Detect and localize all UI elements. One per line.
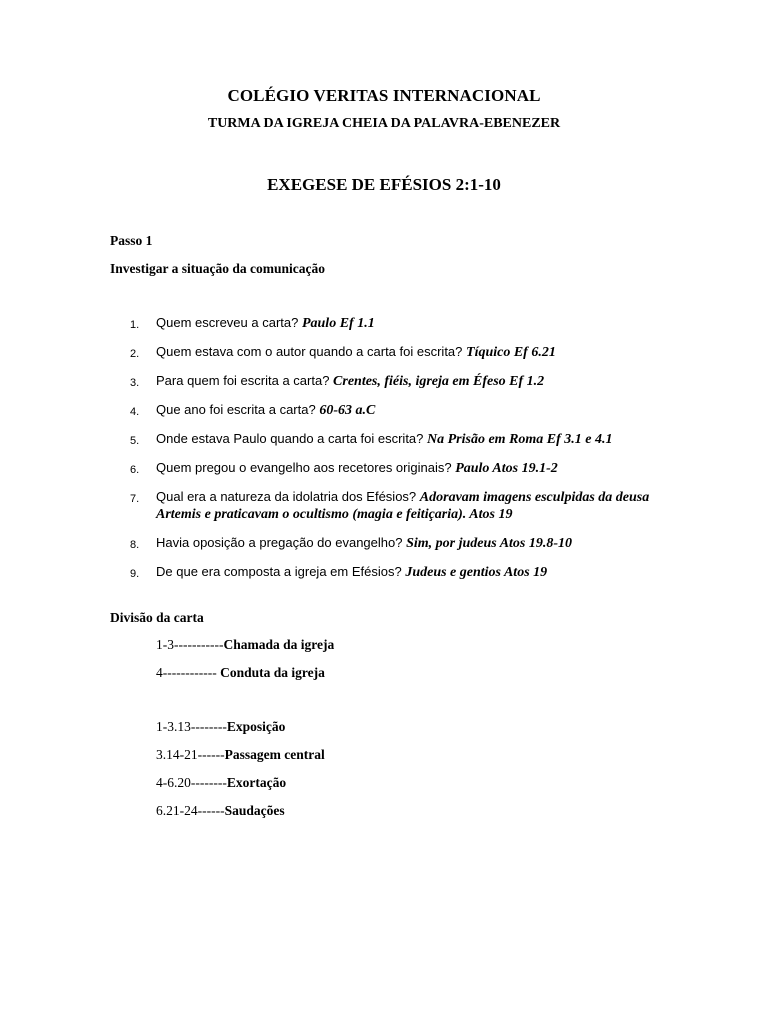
- division-list-main: [156, 637, 656, 693]
- school-name: COLÉGIO VERITAS INTERNACIONAL: [227, 86, 541, 105]
- question-text: Para quem foi escrita a carta?: [156, 373, 334, 388]
- question-number: 9.: [130, 568, 140, 580]
- division-ref: 3.14-21------: [156, 747, 225, 762]
- question-text: Quem escreveu a carta?: [156, 315, 302, 330]
- answer-text: Paulo Ef 1.1: [301, 316, 375, 331]
- answer-text: Paulo Atos 19.1-2: [455, 461, 558, 476]
- division-label: Exposição: [226, 719, 286, 734]
- question-text: Havia oposição a pregação do evangelho?: [156, 535, 407, 550]
- question-item: [110, 315, 670, 332]
- division-row: [156, 747, 656, 775]
- question-number: 3.: [130, 377, 140, 389]
- questions-list: [110, 315, 670, 593]
- question-item: [110, 402, 670, 419]
- question-text: Onde estava Paulo quando a carta foi escrita?: [156, 431, 428, 446]
- division-label: Chamada da igreja: [223, 637, 335, 652]
- question-item: [110, 535, 670, 552]
- division-row: [156, 637, 656, 665]
- answer-text: Judeus e gentios Atos 19: [405, 565, 548, 580]
- question-item: [110, 344, 670, 361]
- division-row: [156, 775, 656, 803]
- division-label: Exortação: [226, 775, 287, 790]
- answer-text: 60-63 a.C: [319, 403, 376, 418]
- question-number: 2.: [130, 348, 140, 360]
- question-text: Que ano foi escrita a carta?: [156, 402, 320, 417]
- question-text: Quem estava com o autor quando a carta foi escrita?: [156, 344, 467, 359]
- question-text: Quem pregou o evangelho aos recetores originais?: [156, 460, 456, 475]
- division-list-detailed: [156, 719, 656, 831]
- division-title: Divisão da carta: [110, 610, 204, 625]
- question-item: [110, 564, 670, 581]
- question-number: 1.: [130, 319, 140, 331]
- division-label: Conduta da igreja: [220, 665, 325, 680]
- question-item: [110, 460, 670, 477]
- division-ref: 1-3.13--------: [156, 719, 227, 734]
- question-text: Qual era a natureza da idolatria dos Efésios?: [156, 489, 420, 504]
- division-ref: 4------------: [156, 665, 221, 680]
- answer-text: Tíquico Ef 6.21: [466, 345, 556, 360]
- question-number: 4.: [130, 406, 140, 418]
- answer-text: Crentes, fiéis, igreja em Éfeso Ef 1.2: [333, 374, 545, 389]
- answer-text: Adoravam imagens esculpidas da deusa Artemis e praticavam o ocultismo (magia e feitiçaria). Atos 19: [156, 490, 650, 522]
- step-subtitle: Investigar a situação da comunicação: [110, 261, 325, 276]
- division-label: Passagem central: [224, 747, 325, 762]
- division-row: [156, 719, 656, 747]
- question-text: De que era composta a igreja em Efésios?: [156, 564, 406, 579]
- answer-text: Na Prisão em Roma Ef 3.1 e 4.1: [427, 432, 613, 447]
- question-number: 5.: [130, 435, 140, 447]
- question-item: [110, 431, 670, 448]
- question-number: 7.: [130, 493, 140, 505]
- document-title: EXEGESE DE EFÉSIOS 2:1-10: [267, 175, 501, 194]
- division-ref: 4-6.20--------: [156, 775, 227, 790]
- division-ref: 6.21-24------: [156, 803, 225, 818]
- question-item: [110, 489, 670, 523]
- division-label: Saudações: [224, 803, 285, 818]
- question-number: 8.: [130, 539, 140, 551]
- class-name: TURMA DA IGREJA CHEIA DA PALAVRA-EBENEZER: [207, 116, 561, 131]
- division-row: [156, 665, 656, 693]
- question-number: 6.: [130, 464, 140, 476]
- answer-text: Sim, por judeus Atos 19.8-10: [406, 536, 573, 551]
- question-item: [110, 373, 670, 390]
- division-row: [156, 803, 656, 831]
- step-label: Passo 1: [110, 233, 153, 248]
- division-ref: 1-3-----------: [156, 637, 224, 652]
